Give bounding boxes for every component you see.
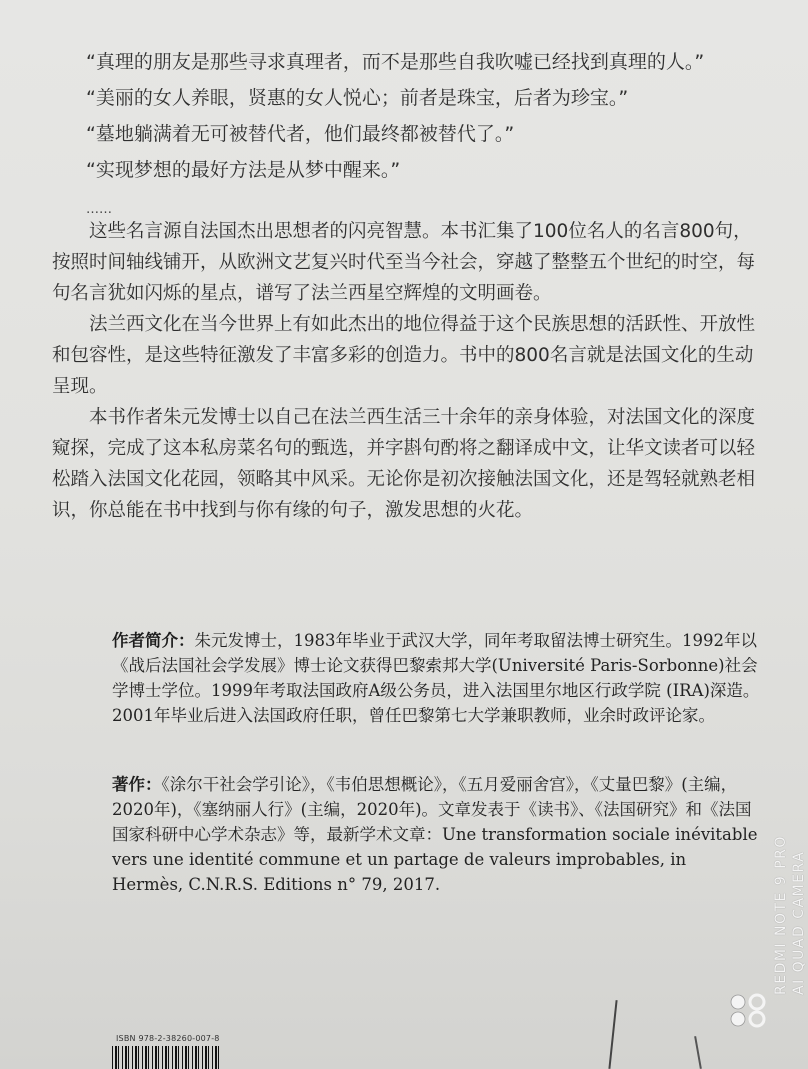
intro-paragraph-1: 这些名言源自法国杰出思想者的闪亮智慧。本书汇集了100位名人的名言800句，按照时间轴线铺开，从欧洲文艺复兴时代至当今社会，穿越了整整五个世纪的时空，每句名言犹如闪烁的星点，谱写了法兰西星空辉煌的文明画卷。 [52, 221, 756, 304]
works-section [112, 772, 762, 897]
author-bio-text: 朱元发博士，1983年毕业于武汉大学，同年考取留法博士研究生。1992年以《战后法国社会学发展》博士论文获得巴黎索邦大学(Université Paris-Sorbonne)社会学博士学位。1999年考取法国政府A级公务员，进入法国里尔地区行政学院 (IRA)深造。2001年毕业后进入法国政府任职，曾任巴黎第七大学兼职教师，业余时政评论家。 [112, 631, 760, 725]
pen-stroke [608, 1000, 617, 1069]
camera-watermark-line-2: AI QUAD CAMERA [791, 850, 807, 995]
works-label: 著作： [112, 775, 162, 794]
camera-watermark [728, 790, 807, 1010]
intro-paragraph-2: 法兰西文化在当今世界上有如此杰出的地位得益于这个民族思想的活跃性、开放性和包容性，是这些特征激发了丰富多彩的创造力。书中的800名言就是法国文化的生动呈现。 [52, 314, 756, 397]
quote-3: “墓地躺满着无可被替代者，他们最终都被替代了。” [86, 123, 515, 145]
quote-4: “实现梦想的最好方法是从梦中醒来。” [86, 159, 401, 181]
camera-watermark-text [772, 775, 808, 995]
ellipsis: …… [86, 202, 112, 217]
barcode [112, 1046, 220, 1069]
works-text: 《涂尔干社会学引论》，《韦伯思想概论》，《五月爱丽舍宫》，《丈量巴黎》(主编，2020年)，《塞纳丽人行》(主编，2020年)。文章发表于《读书》、《法国研究》和《法国国家科研中心学术杂志》等，最新学术文章：Une transformation sociale inévitable vers une identité commune et un partage de valeurs improbables, in Hermès, C.N.R.S. Editions n° 79, 2017. [112, 775, 758, 894]
author-bio [112, 628, 762, 728]
quotes-block [86, 44, 776, 218]
author-bio-label: 作者简介： [112, 631, 195, 650]
quote-2: “美丽的女人养眼，贤惠的女人悦心；前者是珠宝，后者为珍宝。” [86, 87, 629, 109]
camera-watermark-line-1: REDMI NOTE 9 PRO [773, 835, 789, 995]
intro-text [52, 216, 770, 526]
intro-paragraph-3: 本书作者朱元发博士以自己在法兰西生活三十余年的亲身体验，对法国文化的深度窥探，完成了这本私房菜名句的甄选，并字斟句酌将之翻译成中文，让华文读者可以轻松踏入法国文化花园，领略其中风采。无论你是初次接触法国文化，还是驾轻就熟老相识，你总能在书中找到与你有缘的句子，激发思想的火花。 [52, 407, 756, 521]
pen-stroke [694, 1036, 702, 1069]
camera-logo-icon [726, 990, 770, 1030]
isbn-number: ISBN 978-2-38260-007-8 [116, 1034, 220, 1043]
quote-1: “真理的朋友是那些寻求真理者，而不是那些自我吹嘘已经找到真理的人。” [86, 51, 705, 73]
